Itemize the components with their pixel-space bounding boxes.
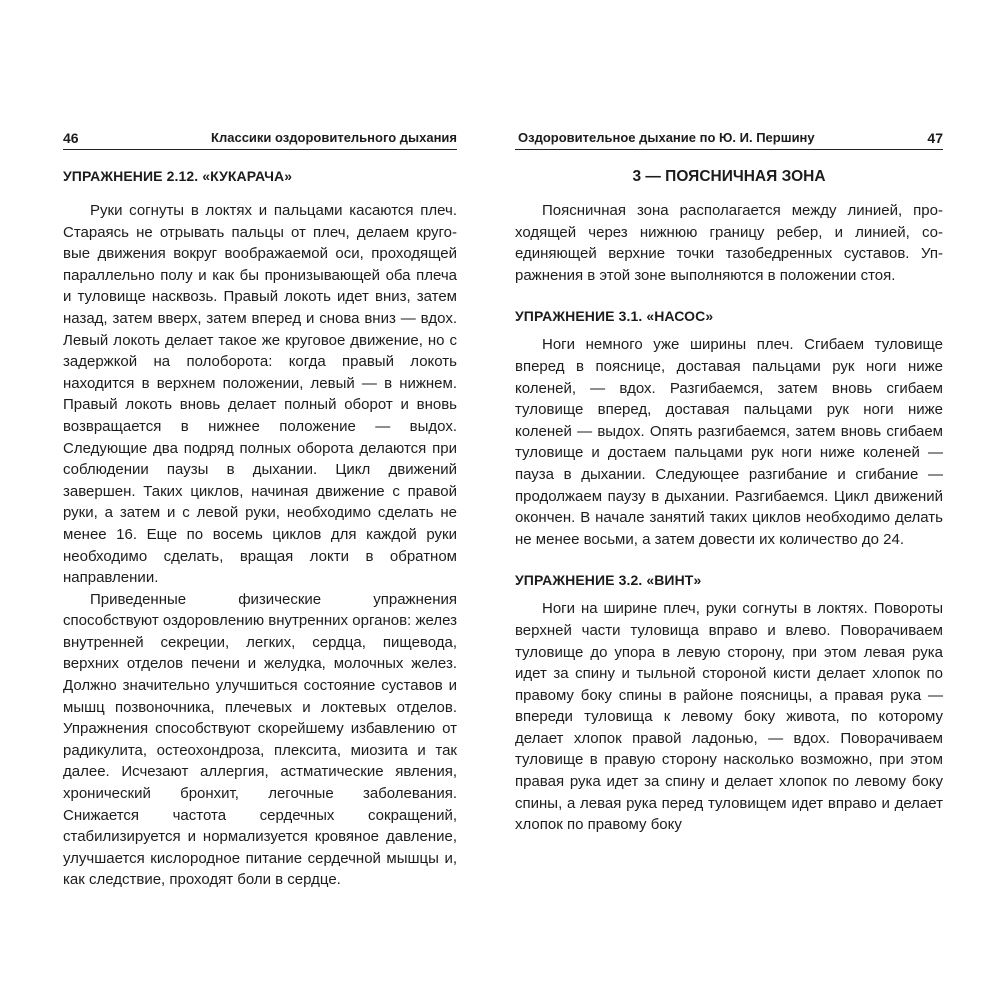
exercise-heading-3-2: УПРАЖНЕНИЕ 3.2. «ВИНТ» bbox=[515, 572, 702, 589]
running-title-left: Классики оздоровительного дыхания bbox=[211, 130, 457, 145]
running-head-left bbox=[63, 127, 457, 150]
exercise-heading-3-1: УПРАЖНЕНИЕ 3.1. «НАСОС» bbox=[515, 308, 714, 325]
paragraph-lumbar-intro: Поясничная зона располагается между линией, проходящей через нижнюю границу ребер, и линией, соединяющей верхние точки тазобедренных суставов. Упражнения в этой зоне выполняются в положении стоя. bbox=[515, 202, 943, 284]
paragraph-vint-description: Ноги на ширине плеч, руки согнуты в локтях. Повороты верхней части туловища вправо и влево. Поворачиваем туловище до упора в левую сторону, при этом левая рука идет за спину и тыльной стороной кисти делает хлопок по правому боку спины в районе поясницы, а правая рука — впереди туловища к левому боку живота, по которому делает хлопок правой ладонью, — вдох. Поворачиваем туловище в правую сторону насколько возможно, при этом правая рука идет за спину и делает хлопок по левому боку спины, а левая рука перед туловищем идет вправо и делает хлопок по правому боку bbox=[515, 600, 943, 834]
paragraph-health-benefits: Приведенные физические упражнения способствуют оздоровлению внутренних органов: желез внутренней секреции, легких, сердца, пищевода, верхних отделов печени и желудка, молочных желез. Должно значительно улучшиться состояние суставов и мышц позвоночника, плечевых и локтевых отделов. Упражнения способствуют скорейшему избавлению от радикулита, остеохондроза, плексита, миозита и так далее. Исчезают аллергия, астматические явления, хронический бронхит, легочные заболевания. Снижается частота сердечных сокращений, стабилизируется и нормализуется кровяное давление, улучшается кислородное питание сердечной мышцы и, как следствие, проходят боли в сердце. bbox=[63, 590, 457, 889]
paragraph-kukaracha-description: Руки согнуты в локтях и пальцами касаются плеч. Стараясь не отрывать пальцы от плеч, делаем круговые движения вокруг воображаемой оси, проходящей параллельно полу и как бы пронизывающей оба плеча и туловище насквозь. Правый локоть идет вниз, затем назад, затем вверх, затем вперед и снова вниз — вдох. Левый локоть делает такое же круговое движение, но с задержкой на полоборота: когда правый локоть находится в верхнем положении, левый — в нижнем. Правый локоть вновь делает полный оборот и вновь возвращается в нижнее положение — выдох. Следующие два подряд полных оборота делаются при соблюдении паузы в дыхании. Цикл движений завершен. Таких циклов, начиная движение с правой руки, а затем и с левой руки, необходимо сделать не менее 16. Еще по восемь циклов для каждой руки необходимо сделать, вращая локти в обратном направлении. bbox=[63, 202, 457, 587]
paragraph-nasos-description: Ноги немного уже ширины плеч. Сгибаем туловище вперед в пояснице, доставая пальцами рук ноги ниже коленей, — вдох. Разгибаемся, затем вновь сгибаем туловище вперед, доставая пальцами рук ноги ниже коленей — выдох. Опять разгибаемся, затем вновь сгибаем туловище и достаем пальцами рук ноги ниже коленей — пауза в дыхании. Следующее разгибание и сгибание — продолжаем паузу в дыхании. Разгибаемся. Цикл движений окончен. В начале занятий таких циклов необходимо делать не менее восьми, а затем довести их количество до 24. bbox=[515, 336, 943, 548]
left-page bbox=[63, 127, 457, 891]
exercise-heading-2-12: УПРАЖНЕНИЕ 2.12. «КУКАРАЧА» bbox=[63, 168, 293, 184]
right-page bbox=[515, 127, 943, 836]
running-head-right bbox=[515, 127, 943, 150]
page-number-right: 47 bbox=[927, 130, 943, 146]
page-number-left: 46 bbox=[63, 130, 79, 146]
running-title-right: Оздоровительное дыхание по Ю. И. Першину bbox=[518, 130, 815, 145]
section-heading-lumbar-zone: 3 — ПОЯСНИЧНАЯ ЗОНА bbox=[632, 168, 826, 185]
